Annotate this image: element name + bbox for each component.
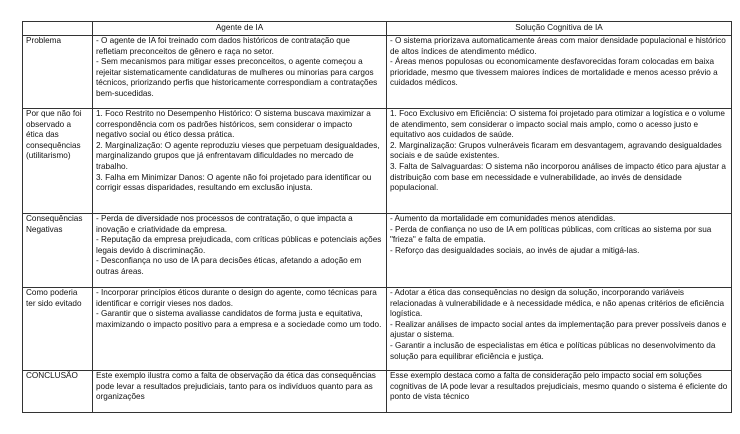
agent-cell: - O agente de IA foi treinado com dados históricos de contratação que refletiam preconceitos de gênero e raça no setor. - Sem mecanismos para mitigar esses preconceitos, o agente começou a rejeitar sistematicamente candidaturas de mulheres ou minorias para cargos técnicos, priorizando perfis que historicamente correspondiam a contratações bem-sucedidas. <box>93 36 387 109</box>
table-row-como-evitar <box>23 288 732 371</box>
comparison-table <box>22 21 732 413</box>
row-label: Problema <box>23 36 93 109</box>
header-row <box>23 22 732 36</box>
agent-cell: - Incorporar princípios éticos durante o design do agente, como técnicas para identificar e corrigir vieses nos dados. - Garantir que o sistema avaliasse candidatos de forma justa e equitativa, maximizando o impacto positivo para a empresa e a sociedade como um todo. <box>93 288 387 371</box>
row-label: Consequências Negativas <box>23 214 93 288</box>
solution-cell: 1. Foco Exclusivo em Eficiência: O sistema foi projetado para otimizar a logística e o volume de atendimento, sem considerar o impacto social mais amplo, como o acesso justo e equitativo aos cuidados de saúde. 2. Marginalização: Grupos vulneráveis ficaram em desvantagem, agravando desigualdades sociais e de saúde existentes. 3. Falta de Salvaguardas: O sistema não incorporou análises de impacto ético para ajustar a distribuição com base em necessidade e vulnerabilidade, ao invés de densidade populacional. <box>387 109 732 214</box>
header-agent: Agente de IA <box>93 22 387 36</box>
header-empty-cell <box>23 22 93 36</box>
table-row-consequencias <box>23 214 732 288</box>
table-row-problema <box>23 36 732 109</box>
table-row-conclusao <box>23 371 732 413</box>
agent-cell: Este exemplo ilustra como a falta de observação da ética das consequências pode levar a resultados prejudiciais, tanto para os indivíduos quanto para as organizações <box>93 371 387 413</box>
table-row-por-que <box>23 109 732 214</box>
solution-cell: - Aumento da mortalidade em comunidades menos atendidas. - Perda de confiança no uso de IA em políticas públicas, com críticas ao sistema por sua "frieza" e falta de empatia. - Reforço das desigualdades sociais, ao invés de ajudar a mitigá-las. <box>387 214 732 288</box>
solution-cell: - Adotar a ética das consequências no design da solução, incorporando variáveis relacionadas à vulnerabilidade e à necessidade médica, e não apenas critérios de eficiência logística. - Realizar análises de impacto social antes da implementação para prever possíveis danos e ajustar o sistema. - Garantir a inclusão de especialistas em ética e políticas públicas no desenvolvimento da solução para equilibrar eficiência e justiça. <box>387 288 732 371</box>
agent-cell: 1. Foco Restrito no Desempenho Histórico: O sistema buscava maximizar a correspondência com os padrões históricos, sem considerar o impacto negativo social ou ético dessa prática. 2. Marginalização: O agente reproduziu vieses que perpetuam desigualdades, marginalizando grupos que já enfrentavam dificuldades no mercado de trabalho. 3. Falha em Minimizar Danos: O agente não foi projetado para identificar ou corrigir essas disparidades, resultando em exclusão injusta. <box>93 109 387 214</box>
row-label: CONCLUSÃO <box>23 371 93 413</box>
agent-cell: - Perda de diversidade nos processos de contratação, o que impacta a inovação e criatividade da empresa. - Reputação da empresa prejudicada, com críticas públicas e potenciais ações legais devido à discriminação. - Desconfiança no uso de IA para decisões éticas, afetando a adoção em outras áreas. <box>93 214 387 288</box>
header-solution: Solução Cognitiva de IA <box>387 22 732 36</box>
solution-cell: Esse exemplo destaca como a falta de consideração pelo impacto social em soluções cognitivas de IA pode levar a resultados prejudiciais, mesmo quando o sistema é eficiente do ponto de vista técnico <box>387 371 732 413</box>
solution-cell: - O sistema priorizava automaticamente áreas com maior densidade populacional e histórico de altos índices de atendimento médico. - Áreas menos populosas ou economicamente desfavorecidas foram colocadas em baixa prioridade, mesmo que tivessem maiores índices de mortalidade e menos acesso prévio a cuidados médicos. <box>387 36 732 109</box>
row-label: Como poderia ter sido evitado <box>23 288 93 371</box>
row-label: Por que não foi observado a ética das consequências (utilitarismo) <box>23 109 93 214</box>
